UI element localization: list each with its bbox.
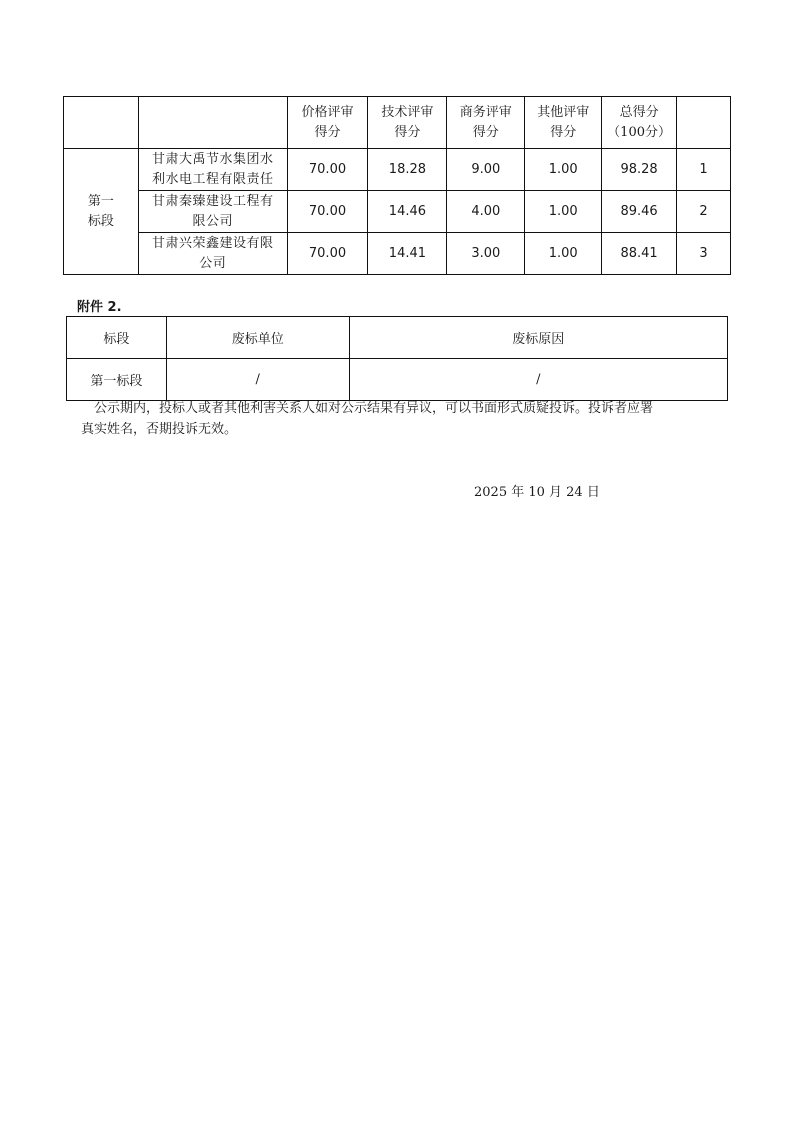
header-other-score: 其他评审 得分 (525, 97, 602, 149)
other-score: 1.00 (525, 233, 602, 275)
business-score: 9.00 (447, 149, 525, 191)
company-name: 甘肃兴荣鑫建设有限 公司 (138, 233, 287, 275)
waste-table-header (67, 317, 728, 359)
section-cell: 第一标段 (67, 359, 167, 401)
header-rank (677, 97, 731, 149)
rank: 2 (677, 191, 731, 233)
header-waste-unit: 废标单位 (166, 317, 349, 359)
header-section: 标段 (67, 317, 167, 359)
notice-paragraph (81, 398, 734, 440)
waste-bid-table (66, 316, 728, 401)
company-name: 甘肃大禹节水集团水 利水电工程有限责任 (138, 149, 287, 191)
rank: 3 (677, 233, 731, 275)
table-row (64, 191, 731, 233)
table-row (67, 359, 728, 401)
company-name: 甘肃秦臻建设工程有 限公司 (138, 191, 287, 233)
notice-line: 公示期内，投标人或者其他利害关系人如对公示结果有异议，可以书面形式质疑投诉。投诉者应署 (94, 401, 654, 416)
notice-line: 真实姓名，否期投诉无效。 (81, 422, 238, 437)
waste-reason: / (349, 359, 727, 401)
score-table-header (64, 97, 731, 149)
header-business-score: 商务评审 得分 (447, 97, 525, 149)
header-total-score: 总得分 （100分） (602, 97, 677, 149)
waste-unit: / (166, 359, 349, 401)
publish-date: 2025 年 10 月 24 日 (474, 485, 600, 500)
business-score: 3.00 (447, 233, 525, 275)
rank: 1 (677, 149, 731, 191)
table-row (64, 233, 731, 275)
header-price-score: 价格评审 得分 (287, 97, 368, 149)
price-score: 70.00 (287, 191, 368, 233)
tech-score: 18.28 (368, 149, 447, 191)
price-score: 70.00 (287, 149, 368, 191)
business-score: 4.00 (447, 191, 525, 233)
header-waste-reason: 废标原因 (349, 317, 727, 359)
attachment-label: 附件 2. (77, 300, 122, 315)
header-company (138, 97, 287, 149)
table-row (64, 149, 731, 191)
total-score: 89.46 (602, 191, 677, 233)
score-table (63, 96, 731, 275)
header-section (64, 97, 139, 149)
other-score: 1.00 (525, 149, 602, 191)
header-tech-score: 技术评审 得分 (368, 97, 447, 149)
tech-score: 14.41 (368, 233, 447, 275)
other-score: 1.00 (525, 191, 602, 233)
total-score: 88.41 (602, 233, 677, 275)
section-cell: 第一 标段 (64, 149, 139, 275)
tech-score: 14.46 (368, 191, 447, 233)
total-score: 98.28 (602, 149, 677, 191)
price-score: 70.00 (287, 233, 368, 275)
